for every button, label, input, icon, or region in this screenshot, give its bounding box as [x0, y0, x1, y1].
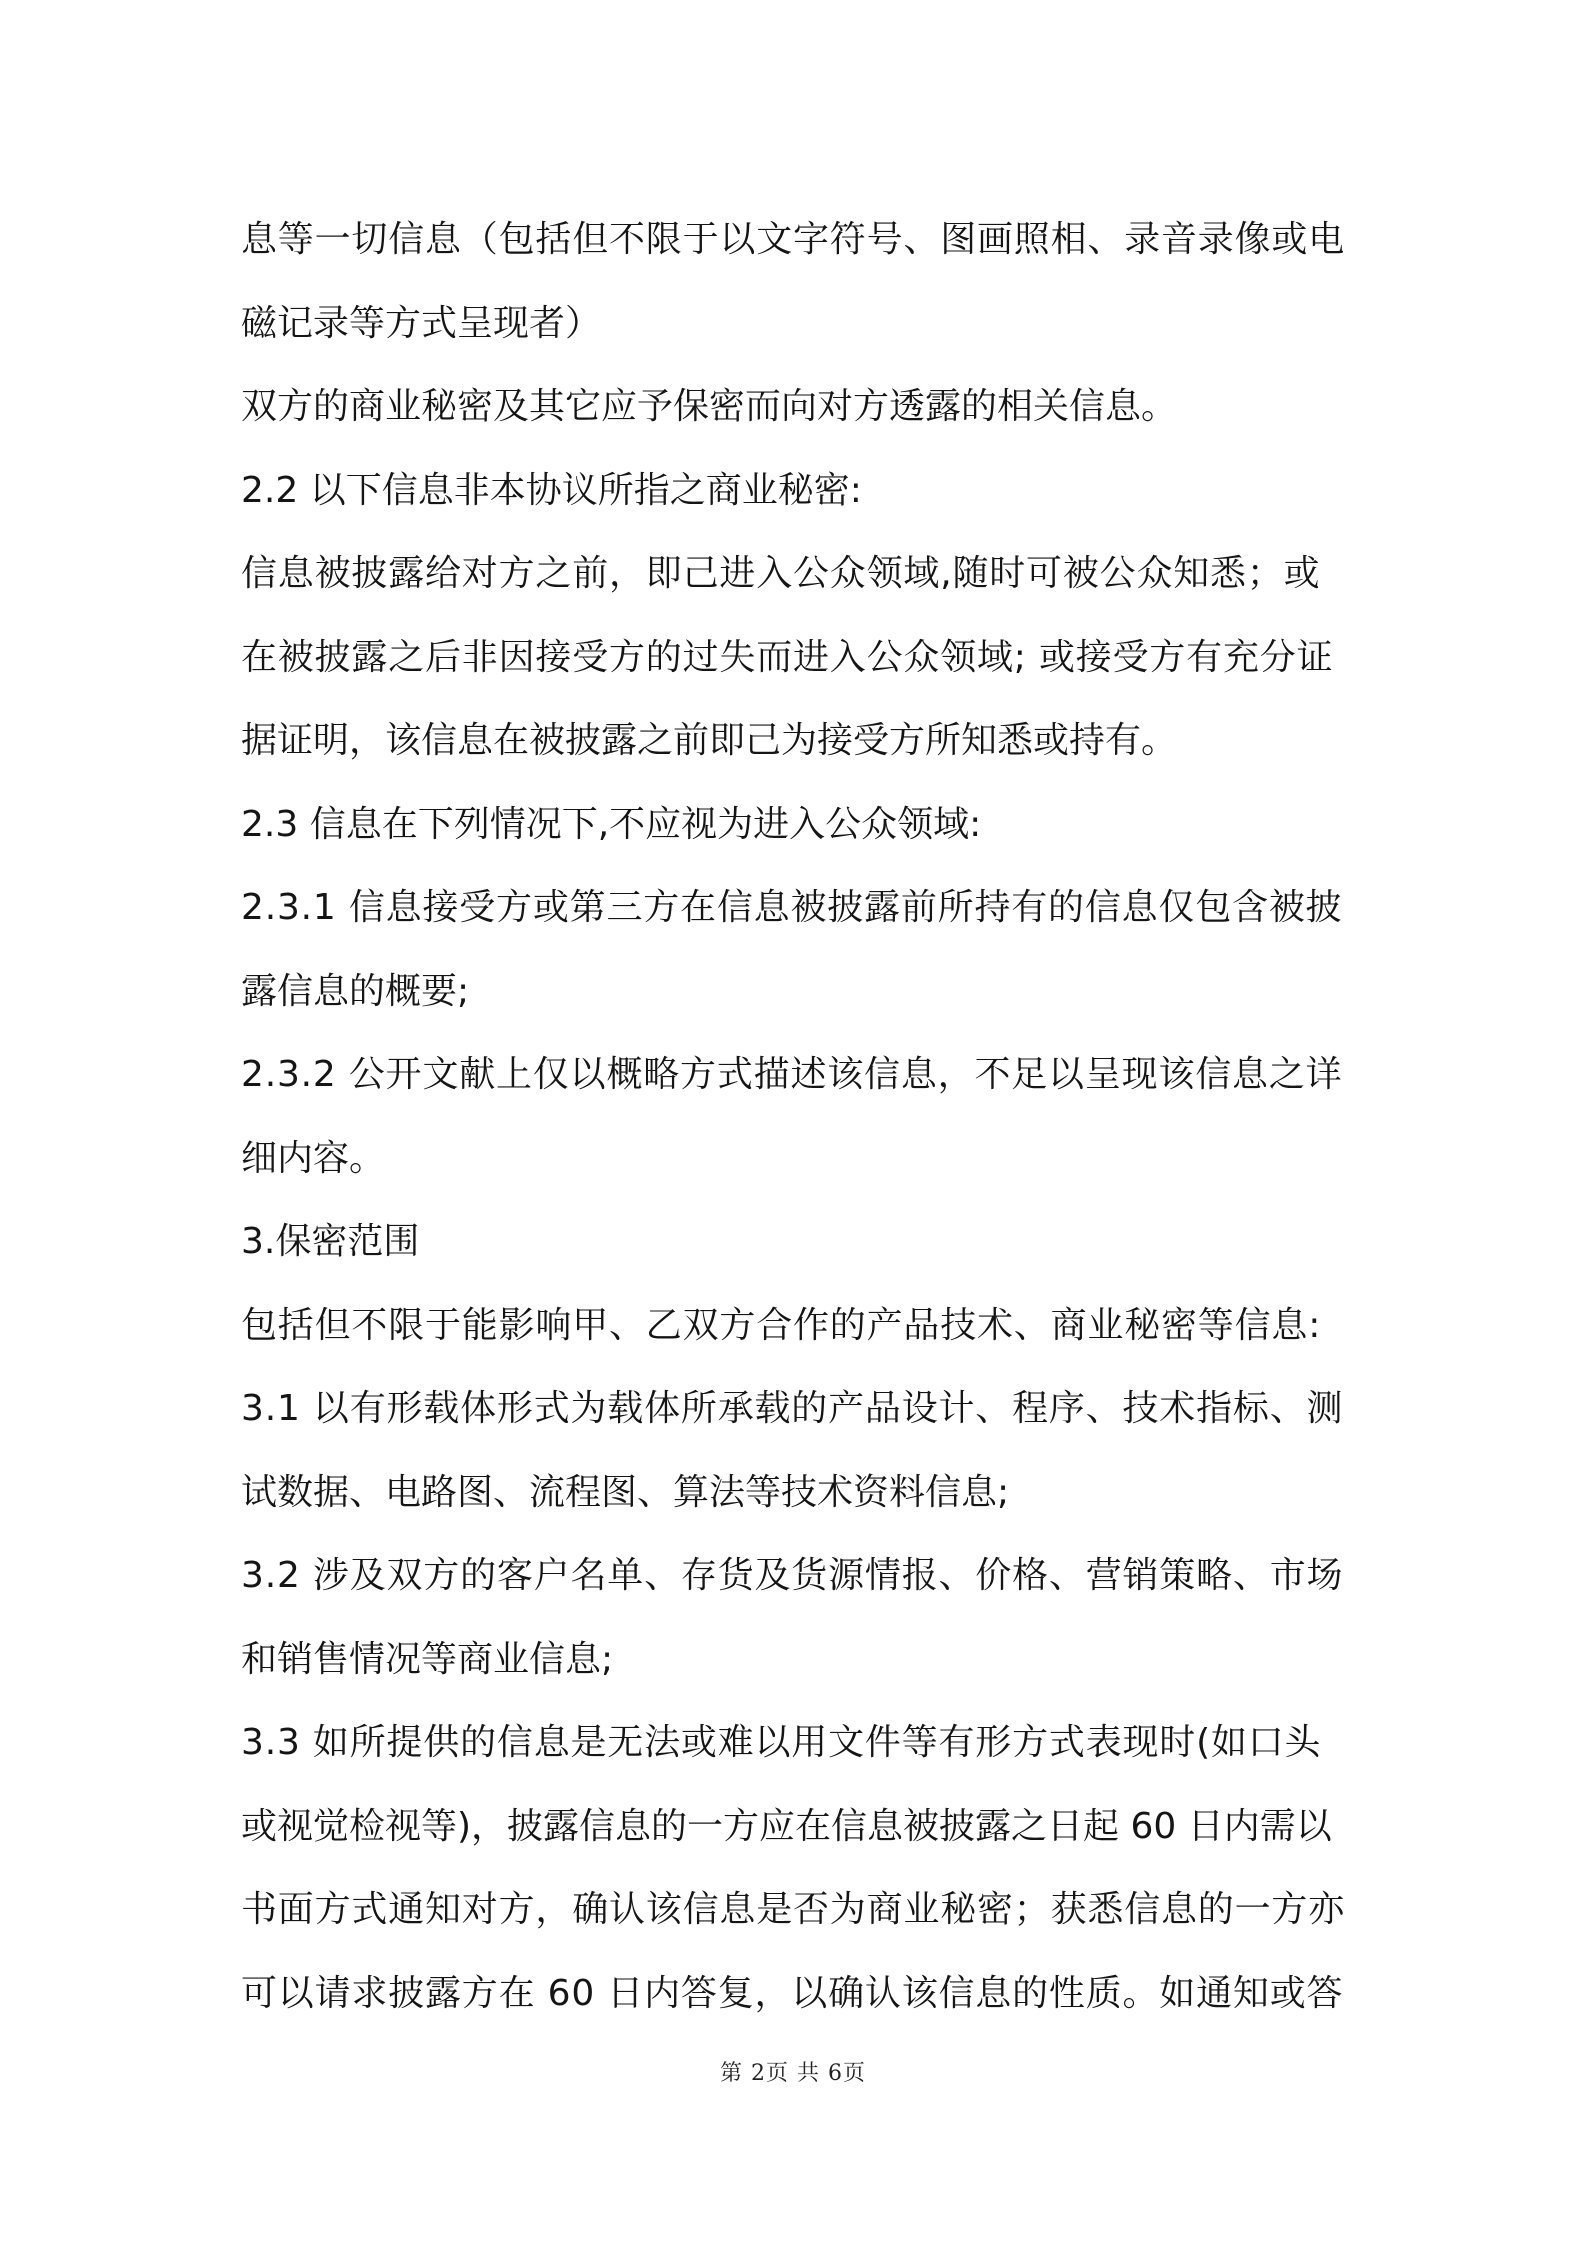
text-line: 可以请求披露方在 60 日内答复，以确认该信息的性质。如通知或答	[241, 1972, 1344, 2014]
text-line: 书面方式通知对方，确认该信息是否为商业秘密；获悉信息的一方亦	[241, 1889, 1346, 1930]
page-number-footer: 第 2页 共 6页	[720, 2061, 866, 2086]
text-line: 信息被披露给对方之前，即己进入公众领域,随时可被公众知悉；或	[241, 553, 1321, 594]
clause-2-3-1: 2.3.1 信息接受方或第三方在信息被披露前所持有的信息仅包含被披	[241, 887, 1343, 928]
text-line: 试数据、电路图、流程图、算法等技术资料信息;	[241, 1471, 1010, 1513]
text-line: 和销售情况等商业信息;	[241, 1638, 614, 1680]
text-line: 磁记录等方式呈现者）	[241, 302, 602, 344]
clause-3-2: 3.2 涉及双方的客户名单、存货及货源情报、价格、营销策略、市场	[241, 1555, 1344, 1596]
document-body	[241, 198, 1361, 2035]
clause-3-1: 3.1 以有形载体形式为载体所承载的产品设计、程序、技术指标、测	[241, 1388, 1344, 1429]
text-line: 据证明，该信息在被披露之前即己为接受方所知悉或持有。	[241, 720, 1178, 761]
text-line: 息等一切信息（包括但不限于以文字符号、图画照相、录音录像或电	[241, 219, 1346, 260]
section-heading-3: 3.保密范围	[241, 1221, 420, 1262]
text-line: 在被披露之后非因接受方的过失而进入公众领域; 或接受方有充分证	[241, 636, 1334, 678]
clause-3-3: 3.3 如所提供的信息是无法或难以用文件等有形方式表现时(如口头	[241, 1722, 1322, 1763]
text-line: 包括但不限于能影响甲、乙双方合作的产品技术、商业秘密等信息:	[241, 1304, 1322, 1346]
text-line: 露信息的概要;	[241, 970, 470, 1012]
clause-2-3-2: 2.3.2 公开文献上仅以概略方式描述该信息，不足以呈现该信息之详	[241, 1054, 1343, 1095]
text-line: 双方的商业秘密及其它应予保密而向对方透露的相关信息。	[241, 386, 1178, 427]
clause-heading-2-3: 2.3 信息在下列情况下,不应视为进入公众领域:	[241, 803, 982, 845]
text-line: 细内容。	[241, 1137, 386, 1179]
text-line: 或视觉检视等)，披露信息的一方应在信息被披露之日起 60 日内需以	[241, 1805, 1332, 1847]
clause-heading-2-2: 2.2 以下信息非本协议所指之商业秘密:	[241, 469, 862, 511]
